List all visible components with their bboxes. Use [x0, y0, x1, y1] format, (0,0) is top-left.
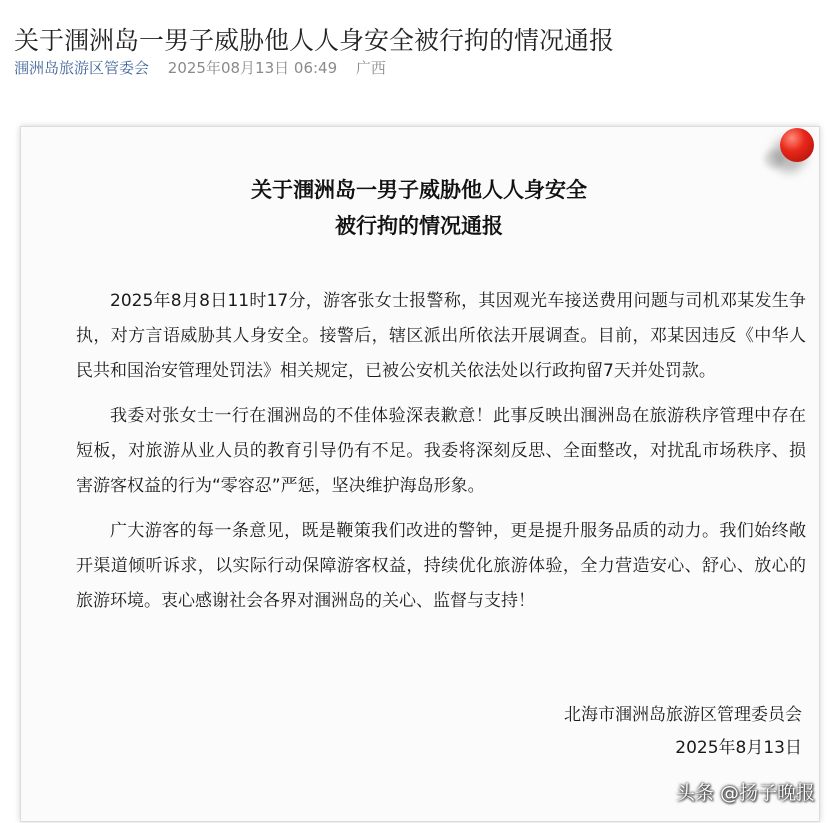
- notice-heading-line1: 关于涠洲岛一男子威胁他人人身安全: [251, 178, 587, 202]
- source-link[interactable]: 涠洲岛旅游区管委会: [14, 59, 150, 77]
- notice-paragraph-2: 我委对张女士一行在涠洲岛的不佳体验深表歉意！此事反映出涠洲岛在旅游秩序管理中存在短板，对旅游从业人员的教育引导仍有不足。我委将深刻反思、全面整改，对扰乱市场秩序、损害游客权益的行为“零容忍”严惩，坚决维护海岛形象。: [76, 406, 806, 496]
- publish-datetime: 2025年08月13日 06:49: [167, 59, 338, 77]
- signature-date: 2025年8月13日: [675, 738, 802, 758]
- notice-body: [76, 284, 806, 629]
- article-meta: [14, 56, 400, 80]
- signature-organization: 北海市涠洲岛旅游区管理委员会: [564, 705, 802, 725]
- notice-paragraph-1: 2025年8月8日11时17分，游客张女士报警称，其因观光车接送费用问题与司机邓某发生争执，对方言语威胁其人身安全。接警后，辖区派出所依法开展调查。目前，邓某因违反《中华人民共和国治安管理处罚法》相关规定，已被公安机关依法处以行政拘留7天并处罚款。: [76, 291, 806, 381]
- pushpin-icon: [780, 128, 814, 162]
- article-title: 关于涠洲岛一男子威胁他人人身安全被行拘的情况通报: [14, 25, 615, 55]
- publish-location: 广西: [355, 59, 386, 77]
- notice-paragraph-3: 广大游客的每一条意见，既是鞭策我们改进的警钟，更是提升服务品质的动力。我们始终敞开渠道倾听诉求，以实际行动保障游客权益，持续优化旅游体验，全力营造安心、舒心、放心的旅游环境。衷心感谢社会各界对涠洲岛的关心、监督与支持！: [76, 521, 806, 611]
- watermark: 头条 @扬子晚报: [675, 782, 815, 804]
- notice-heading-line2: 被行拘的情况通报: [335, 214, 503, 238]
